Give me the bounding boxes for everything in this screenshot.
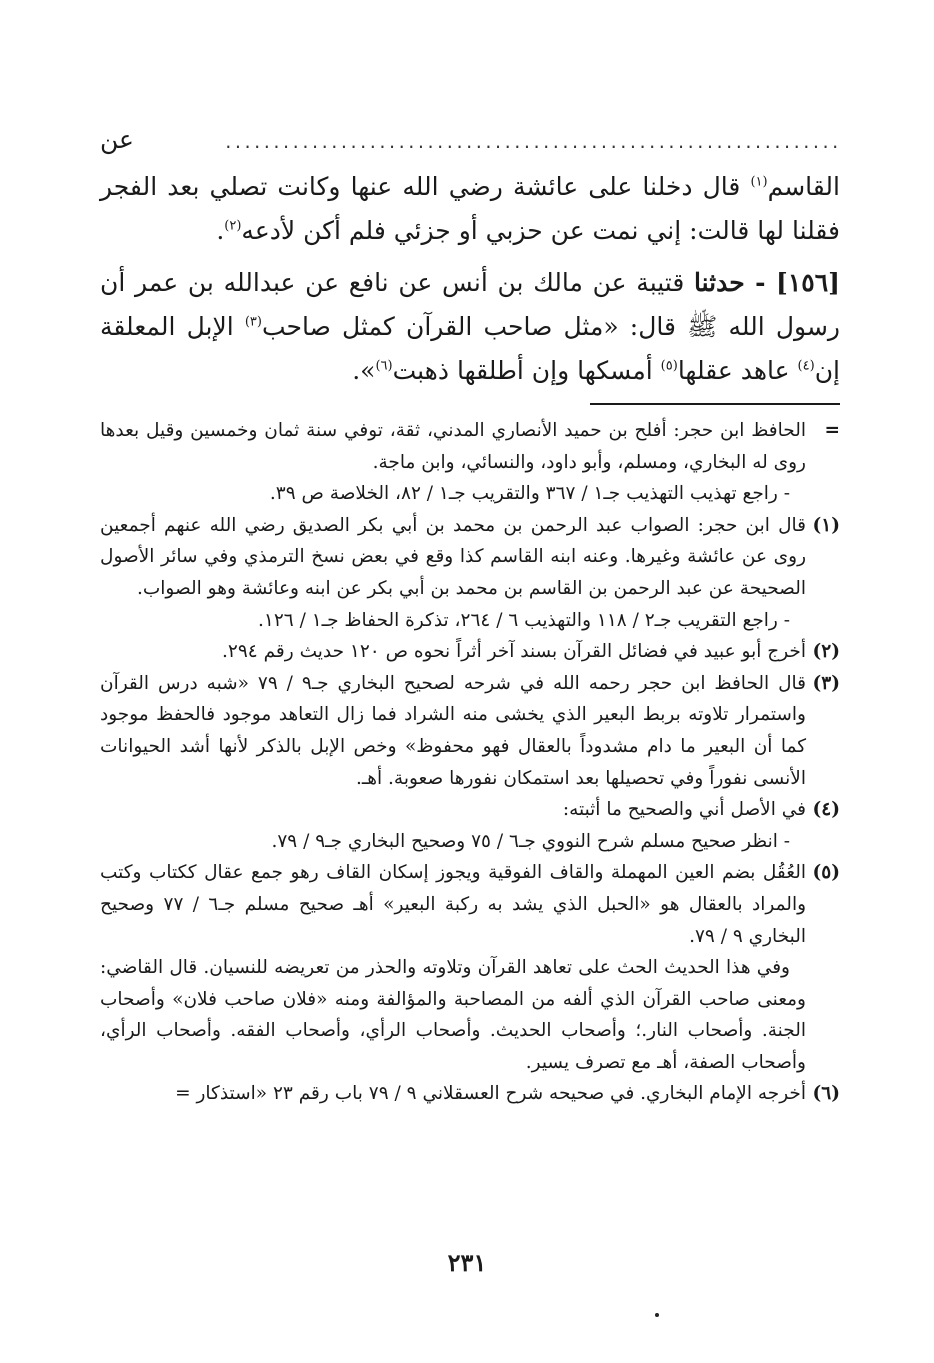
narration-continuation: عائشة رضي الله عنها وكانت تصلي بعد الفجر فقلنا لها قالت: إني نمت عن حزبي أو جزئي فلم أكن لأدعه [100,172,840,245]
footnote-ref-2[interactable]: (٢) [224,218,242,234]
hadith-text-d: أمسكها وإن أطلقها ذهبت [392,356,653,385]
omission-dots: ................................................................ [223,133,840,152]
footnote-number: (٢) [812,641,840,663]
footnote-text: قال الحافظ ابن حجر رحمه الله في شرحه لصحيح البخاري جـ٩ / ٧٩ «شبه درس القرآن واستمرار تلاوته بربط البعير الذي يخشى منه الشراد فما زال التعاهد موجود فالحفظ موجود كما أن البعير ما دام مشدوداً بالعقال فهو محفوظ» وخص الإبل بالذكر لأنها أشد الحيوانات الأنسى نفوراً وفي تحصيلها بعد استمكان نفورها صعوبة. أهـ. [100,672,806,789]
footnote-5 [100,857,840,1078]
hadith-text-a: قتيبة عن مالك بن أنس عن نافع عن عبدالله بن عمر أن رسول الله ﷺ قال: «مثل صاحب القرآن كمثل صاحب [100,268,840,341]
hadith-156 [100,261,840,393]
narrator-text: عن القاسم [100,125,840,201]
hadith-end: ». [352,356,376,385]
footnote-text: الحافظ ابن حجر: أفلح بن حميد الأنصاري المدني، ثقة، توفي سنة ثمان وخمسين وقيل بعدها روى له البخاري، ومسلم، وأبو داود، والنسائي، وابن ماجة. [100,420,806,473]
footnote-ref-4[interactable]: (٤) [797,358,815,374]
footnote-reference: - انظر صحيح مسلم شرح النووي جـ٦ / ٧٥ وصحيح البخاري جـ٩ / ٧٩. [271,830,790,852]
footnote-2 [100,636,840,668]
footnote-number: (١) [812,514,840,536]
continuation-mark: = [824,420,840,441]
hadith-number: [١٥٦] - حدثنا [694,268,840,297]
footnote-text: العُقُل بضم العين المهملة والقاف الفوقية ويجوز إسكان القاف رهو جمع عقال ككتاب وكتب والمراد بالعقال هو «الحبل الذي يشد به ركبة البعير» أهـ صحيح مسلم جـ٦ / ٧٧ وصحيح البخاري ٩ / ٧٩. [100,862,807,947]
footnote-1 [100,510,840,636]
opening-paragraph [100,118,840,253]
scan-dot [655,1313,659,1317]
hadith-text-b: الإبل المعلقة إن [100,312,840,385]
footnote-continuation [100,415,840,510]
footnote-text: في الأصل أني والصحيح ما أثبته: [562,799,806,821]
footnote-number: (٦) [812,1083,840,1105]
footnote-continuation-text: وفي هذا الحديث الحث على تعاهد القرآن وتلاوته والحذر من تعريضه للنسيان. قال القاضي: ومعنى صاحب القرآن الذي ألفه من المصاحبة والمؤالفة ومنه «فلان صاحب فلان» وأصحاب الجنة. وأصحاب النار.؛ وأصحاب الحديث. وأصحاب الرأي، وأصحاب الفقه. وأصحاب الرأي، وأصحاب الصفة، أهـ مع تصرف يسير. [100,957,806,1073]
footnote-ref-6[interactable]: (٦) [375,358,393,374]
footnote-3 [100,668,840,794]
footnote-ref-5[interactable]: (٥) [660,358,678,374]
footnote-number: (٤) [812,799,840,821]
footnote-text: قال ابن حجر: الصواب عبد الرحمن بن محمد بن أبي بكر الصديق رضي الله عنهم أجمعين روى عن عائشة وغيرها. وعنه ابنه القاسم كذا وقع في بعض نسخ الترمذي وفي سائر الأصول الصحيحة عن عبد الرحمن بن القاسم بن محمد بن أبي بكر عن ابنه وعائشة وهو الصواب. [100,514,806,599]
main-text [100,118,840,393]
hadith-text-c: عاهد عقلها [677,356,790,385]
footnote-ref-1[interactable]: (١) [750,174,768,190]
page-number: ٢٣١ [447,1248,487,1277]
footnote-text: أخرج أبو عبيد في فضائل القرآن بسند آخر أثراً نحوه ص ١٢٠ حديث رقم ٢٩٤. [222,641,806,663]
page-content [100,118,840,1110]
footnote-text: أخرجه الإمام البخاري. في صحيحه شرح العسقلاني ٩ / ٧٩ باب رقم ٢٣ «استذكار = [175,1083,806,1105]
footnote-4 [100,794,840,857]
footnote-number: (٣) [812,672,840,694]
footnote-divider [590,403,840,405]
footnote-number: (٥) [812,862,840,884]
narration-text: قال دخلنا على [588,172,741,201]
footnote-ref-3[interactable]: (٣) [244,314,262,330]
sentence-end: . [216,216,225,245]
footnote-reference: - راجع التقريب جـ٢ / ١١٨ والتهذيب ٦ / ٢٦٤، تذكرة الحفاظ جـ١ / ١٢٦. [258,609,790,631]
footnote-6 [100,1078,840,1110]
footnote-reference: - راجع تهذيب التهذيب جـ١ / ٣٦٧ والتقريب جـ١ / ٨٢، الخلاصة ص ٣٩. [269,483,790,505]
footnotes [100,415,840,1110]
